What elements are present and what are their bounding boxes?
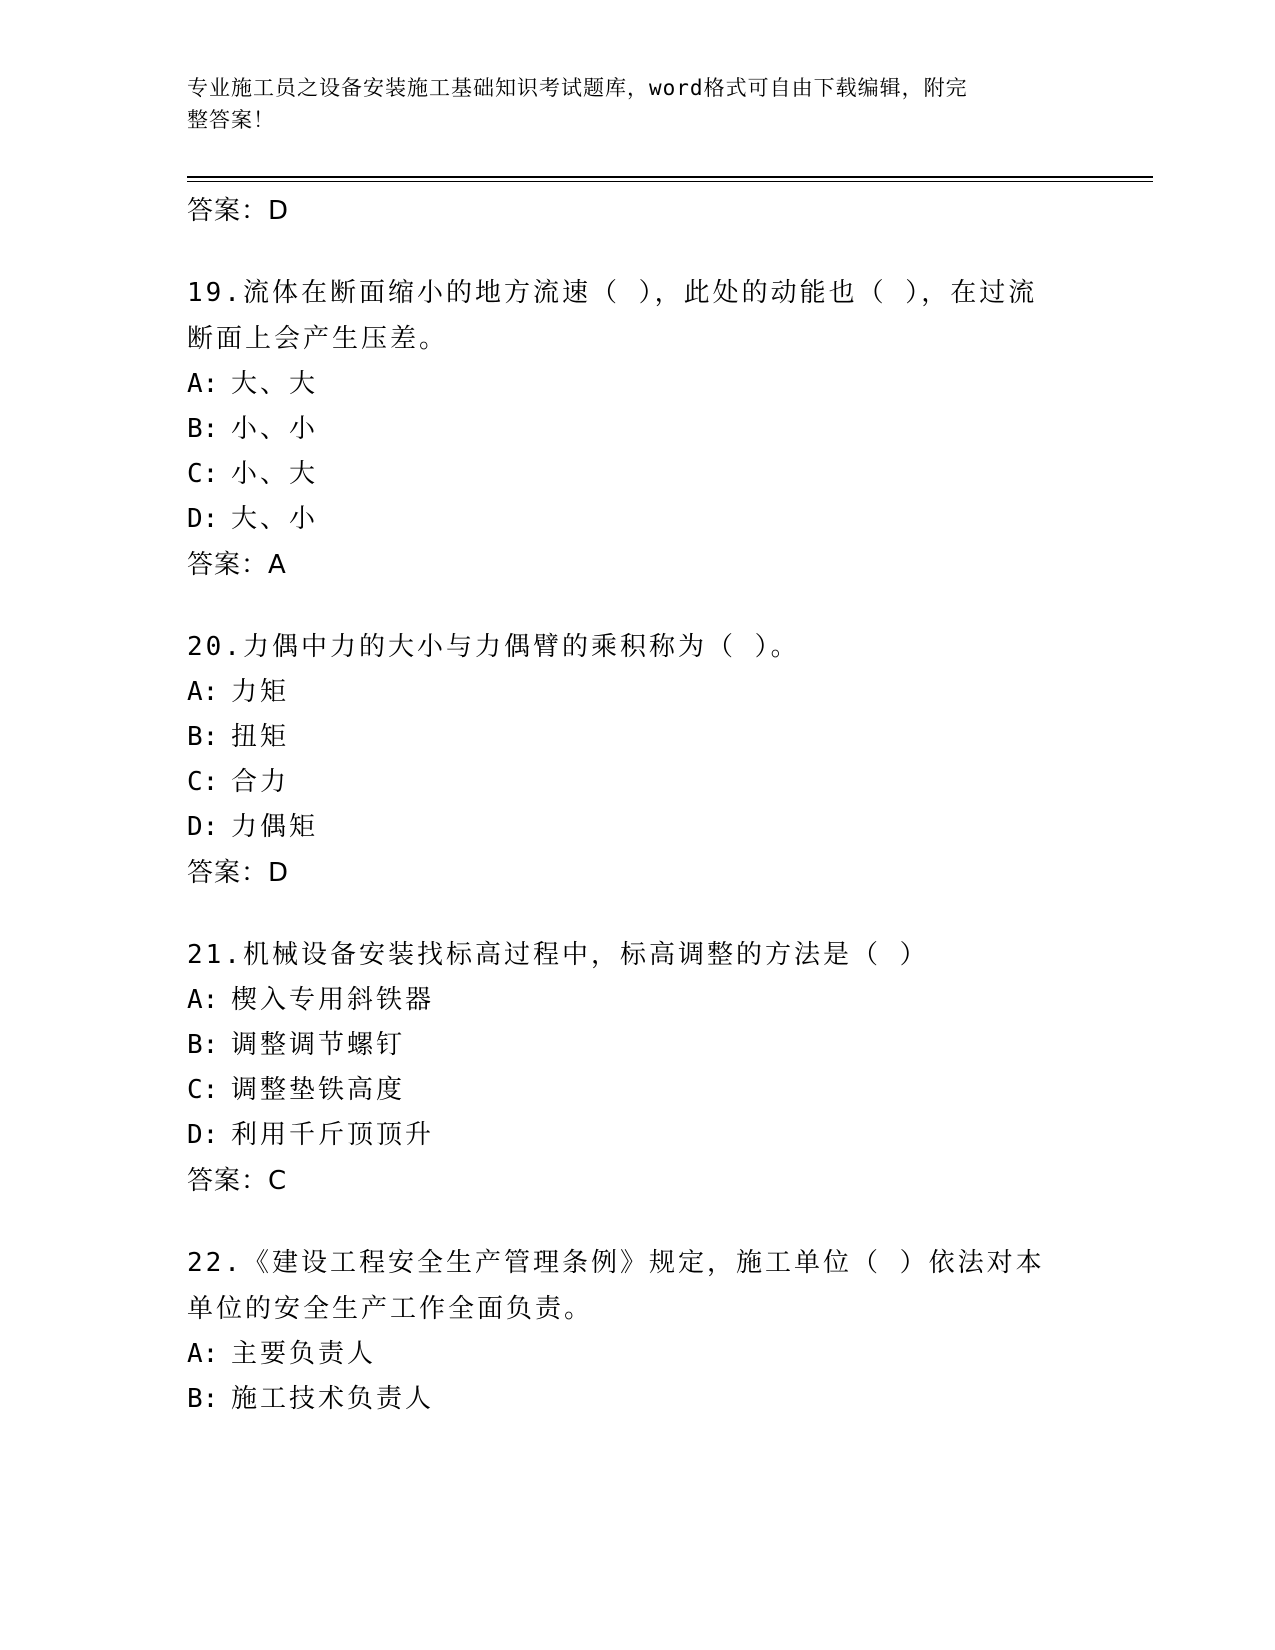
option-text: 调整调节螺钉: [231, 1030, 406, 1060]
option-label: D:: [187, 1120, 219, 1150]
option-c: [187, 452, 1087, 497]
option-a: [187, 362, 1087, 407]
option-text: 力矩: [231, 677, 290, 707]
question-stem: 21.机械设备安装找标高过程中，标高调整的方法是（ ）: [187, 940, 929, 970]
document-header: [187, 72, 1067, 136]
answer-text: 答案：C: [187, 1166, 288, 1196]
option-d: [187, 805, 1087, 850]
option-text: 利用千斤顶顶升: [231, 1120, 435, 1150]
option-text: 扭矩: [231, 722, 290, 752]
option-label: A:: [187, 985, 219, 1015]
option-text: 小、小: [231, 414, 319, 444]
option-label: B:: [187, 1384, 219, 1414]
option-text: 大、大: [231, 369, 319, 399]
question-block: [187, 270, 1087, 588]
option-label: B:: [187, 722, 219, 752]
option-d: [187, 1113, 1087, 1158]
question-block: [187, 932, 1087, 1204]
option-label: A:: [187, 1339, 219, 1369]
option-b: [187, 715, 1087, 760]
option-label: A:: [187, 677, 219, 707]
option-label: C:: [187, 459, 219, 489]
answer-text: 答案：A: [187, 550, 287, 580]
question-stem: 22.《建设工程安全生产管理条例》规定，施工单位（ ）依法对本单位的安全生产工作全面负责。: [187, 1248, 1045, 1324]
question-stem: 19.流体在断面缩小的地方流速（ ），此处的动能也（ ），在过流断面上会产生压差。: [187, 278, 1038, 354]
option-text: 楔入专用斜铁器: [231, 985, 435, 1015]
option-text: 主要负责人: [231, 1339, 377, 1369]
option-c: [187, 1068, 1087, 1113]
option-b: [187, 407, 1087, 452]
option-a: [187, 1332, 1087, 1377]
option-text: 小、大: [231, 459, 319, 489]
option-text: 调整垫铁高度: [231, 1075, 406, 1105]
question-stem: 20.力偶中力的大小与力偶臂的乘积称为（ ）。: [187, 632, 800, 662]
option-label: B:: [187, 414, 219, 444]
option-a: [187, 978, 1087, 1023]
option-c: [187, 760, 1087, 805]
option-text: 施工技术负责人: [231, 1384, 435, 1414]
option-b: [187, 1023, 1087, 1068]
option-b: [187, 1377, 1087, 1422]
option-text: 合力: [231, 767, 290, 797]
option-a: [187, 670, 1087, 715]
option-label: A:: [187, 369, 219, 399]
question-block: [187, 1240, 1087, 1422]
option-label: B:: [187, 1030, 219, 1060]
header-line-1: 专业施工员之设备安装施工基础知识考试题库，word格式可自由下载编辑，附完: [187, 76, 968, 100]
option-label: D:: [187, 504, 219, 534]
option-text: 大、小: [231, 504, 319, 534]
answer-text: 答案：D: [187, 196, 290, 226]
option-label: C:: [187, 767, 219, 797]
answer-text: 答案：D: [187, 858, 290, 888]
option-text: 力偶矩: [231, 812, 319, 842]
header-divider: [187, 176, 1153, 178]
option-label: C:: [187, 1075, 219, 1105]
question-block: [187, 624, 1087, 896]
header-line-2: 整答案！: [187, 108, 275, 132]
option-label: D:: [187, 812, 219, 842]
question-list: [187, 188, 1087, 1422]
option-d: [187, 497, 1087, 542]
header-divider-thin: [187, 181, 1153, 182]
